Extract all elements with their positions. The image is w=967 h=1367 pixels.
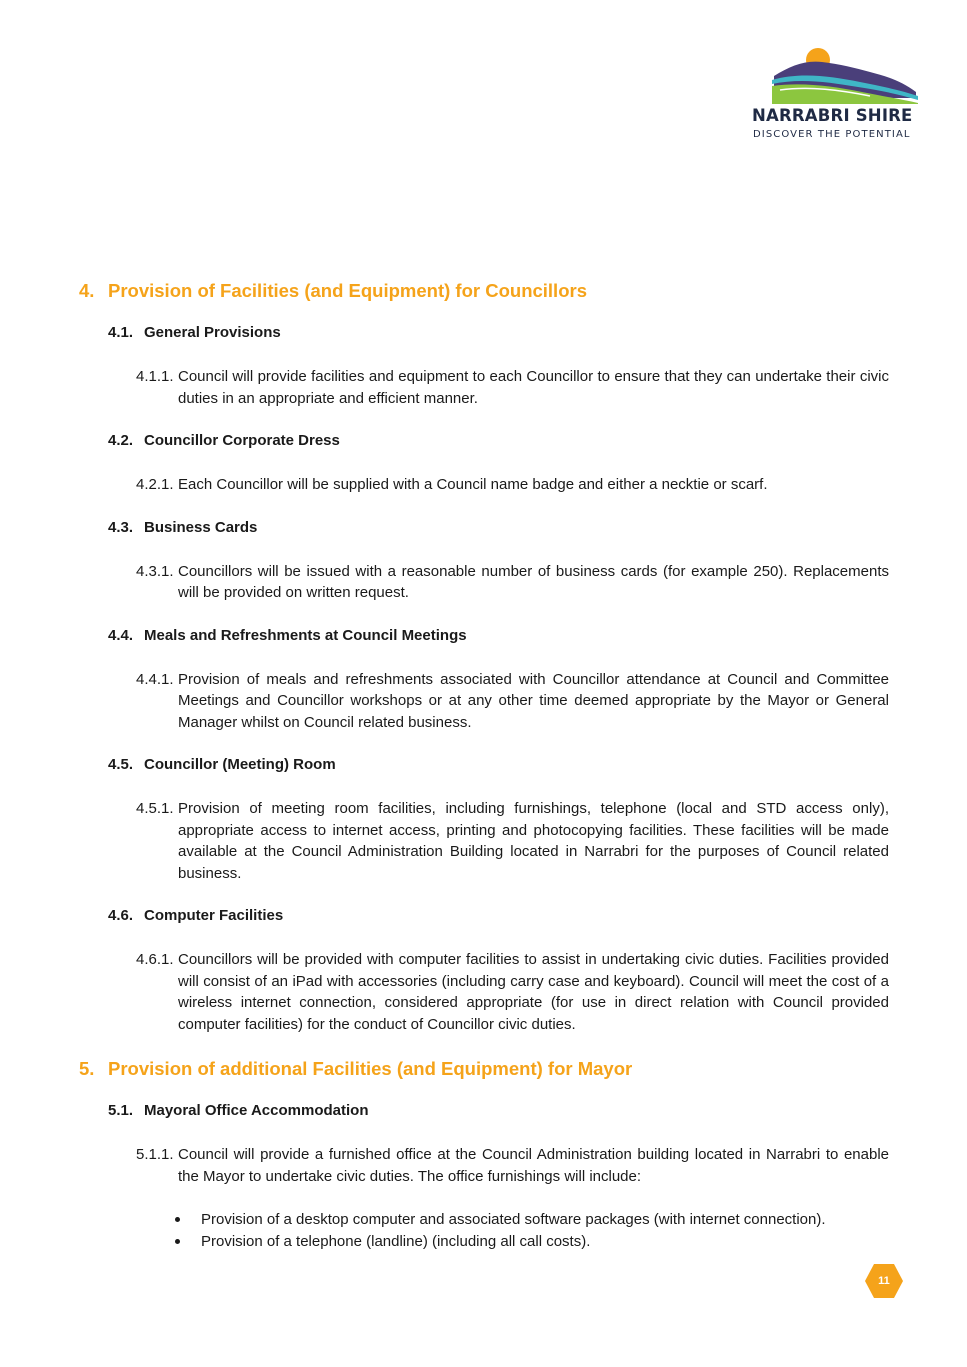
clause-number: 4.3.1. [136,562,174,580]
list-item [178,1209,889,1231]
subsection-title: Mayoral Office Accommodation [144,1102,369,1119]
list-item-text: Provision of a telephone (landline) (including all call costs). [201,1232,591,1250]
subsection-title: Councillor Corporate Dress [144,432,340,449]
clause-text: Councillors will be provided with computer facilities to assist in undertaking civic duties. Facilities provided will consist of an iPad with accessories (including carry case and keyboard). Council will meet the cost of a wireless internet connection, considered appropriate (for use in direct relation with Council provided computer facilities) for the conduct of Councillor civic duties. [178,951,889,1033]
page-number: 11 [878,1275,890,1287]
clause-number: 4.4.1. [136,670,174,688]
subsection-heading [108,431,889,451]
list-item [178,1231,889,1253]
clause-paragraph [136,474,889,496]
landscape-logo-icon [770,46,920,104]
subsection-number: 4.6. [108,907,134,924]
subsection-number: 4.4. [108,626,134,644]
logo-tagline: DISCOVER THE POTENTIAL [753,129,911,140]
clause-text: Provision of meeting room facilities, including furnishings, telephone (local and STD access only), appropriate access to internet access, printing and photocopying facilities. These facilities will be made available at the Council Administration Building located in Narrabri for the purposes of Council related business. [178,800,889,882]
subsection-heading [108,906,889,926]
page-number-badge [864,1263,904,1299]
section-heading [79,1057,889,1081]
bullet-list [178,1209,889,1252]
clause-text: Councillors will be issued with a reasonable number of business cards (for example 250). Replacements will be provided on written request. [178,562,889,601]
section-title: Provision of additional Facilities (and Equipment) for Mayor [108,1058,633,1079]
clause-paragraph [136,798,889,884]
narrabri-shire-logo [752,46,922,146]
subsection-heading [108,1101,889,1121]
clause-paragraph [136,949,889,1035]
section-number: 5. [79,1058,95,1079]
bullet-icon [175,1239,180,1244]
list-item-text: Provision of a desktop computer and associated software packages (with internet connection). [201,1211,826,1228]
subsection-heading [108,626,889,646]
subsection-title: Meals and Refreshments at Council Meetings [144,626,467,644]
subsection-title: Business Cards [144,518,258,536]
clause-number: 5.1.1. [136,1146,174,1163]
subsection-title: Computer Facilities [144,907,284,924]
bullet-icon [175,1217,180,1222]
subsection-heading [108,518,889,538]
subsection-heading [108,323,889,343]
subsection-heading [108,755,889,775]
clause-text: Each Councillor will be supplied with a Council name badge and either a necktie or scarf. [178,476,768,493]
clause-text: Council will provide facilities and equipment to each Councillor to ensure that they can undertake their civic duties in an appropriate and efficient manner. [178,368,889,407]
clause-text: Provision of meals and refreshments associated with Councillor attendance at Council and Committee Meetings and Councillor workshops or at any other time deemed appropriate by the Mayor or General Manager whilst on Council related business. [178,670,889,731]
clause-paragraph [136,366,889,409]
subsection-title: Councillor (Meeting) Room [144,756,336,773]
subsection-number: 4.1. [108,324,134,341]
clause-number: 4.5.1. [136,800,174,817]
logo-title: NARRABRI SHIRE [752,106,913,125]
subsection-number: 4.2. [108,432,134,449]
clause-number: 4.6.1. [136,951,174,968]
section-heading [79,279,889,303]
clause-number: 4.2.1. [136,476,174,493]
document-body [79,279,889,1252]
clause-paragraph [136,669,889,734]
section-number: 4. [79,280,95,301]
subsection-title: General Provisions [144,324,281,341]
subsection-number: 5.1. [108,1102,134,1119]
clause-paragraph [136,561,889,604]
subsection-number: 4.5. [108,756,134,773]
clause-number: 4.1.1. [136,368,174,385]
subsection-number: 4.3. [108,518,134,536]
clause-text: Council will provide a furnished office at the Council Administration building located in Narrabri to enable the Mayor to undertake civic duties. The office furnishings will include: [178,1146,889,1185]
clause-paragraph [136,1144,889,1187]
section-title: Provision of Facilities (and Equipment) for Councillors [108,280,587,301]
